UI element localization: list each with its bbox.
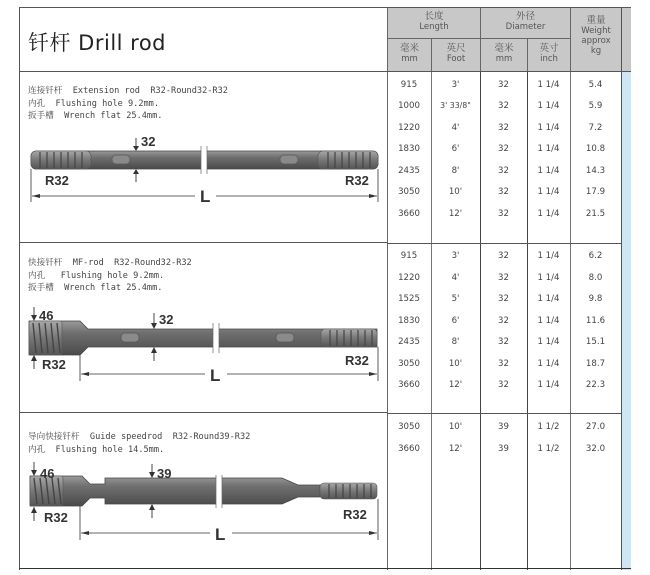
flushing-hole-line: 内孔 Flushing hole 14.5mm. [28, 444, 165, 455]
left-thread-label: R32 [44, 510, 68, 525]
section-divider [387, 243, 621, 244]
header-weight: 重量 Weight approx kg [570, 8, 621, 71]
length-label: L [215, 525, 226, 544]
extension-rod-diagram [20, 72, 388, 243]
flushing-hole-line: 内孔 Flushing hole 9.2mm. [28, 98, 160, 109]
diameter-label: 39 [157, 466, 172, 481]
header-length-mm: 毫米 mm [387, 39, 431, 71]
table-header [387, 7, 621, 72]
product-name-line: 导向快接钎杆 Guide speedrod R32-Round39-R32 [28, 432, 251, 442]
coupling-label: 46 [40, 466, 55, 481]
header-diameter: 外径 Diameter [480, 8, 570, 39]
right-thread-label: R32 [343, 507, 367, 522]
table-bottom-border [19, 568, 631, 569]
diameter-label: 32 [159, 312, 174, 327]
section-extension-rod [19, 72, 387, 243]
page-title: 钎杆 Drill rod [28, 31, 167, 55]
section-mf-rod [19, 243, 387, 413]
mf-rod-diagram [20, 243, 388, 413]
section-guide-speedrod [19, 413, 387, 570]
diameter-label: 32 [141, 134, 156, 149]
length-label: L [210, 366, 221, 385]
right-thread-label: R32 [345, 353, 369, 368]
drill-rod-spec-sheet: 钎杆 Drill rod 长度 Length 外径 Diameter 重量 Weight approx kg 毫米 mm 英尺 Foot 毫米 mm 英寸 inch 连接钎杆 Extension rod R32-Round32-R32 内孔 Flushing hole 9.2mm. 扳手槽 Wrench flat 25.4mm. 32 R32 R32 L 快接钎杆 MF-rod R32-Round32-R32 内孔 Flushing hole 9.2mm. 扳手槽 Wrench flat 25.4mm. 46 R32 32 R32 L 导向快接钎杆 Guide speedrod R32-Round39-R32 内孔 Flushing hole 14.5mm. 46 R32 39 R32 L 915 3' 32 1 1/4 5.4 1000 3' 33/8" 32 1 1/4 5.9 1220 4' 32 1 1/4 7.2 1830 6' 32 1 1/4 10.8 2435 8' 32 1 1/4 14.3 3050 10' 32 1 1/4 17.9 3660 12' 32 1 1/4 21.5 915 3' 32 1 1/4 6.2 1220 4' 32 1 1/4 8.0 1525 5' 32 1 1/4 9.8 1830 6' 32 1 1/4 11.6 2435 8' 32 1 1/4 15.1 3050 10' 32 1 1/4 18.7 3660 12' 32 1 1/4 22.3 3050 10' 39 1 1/2 27.0 3660 12' 39 1 1/2 32.0 [19, 7, 631, 570]
header-length: 长度 Length [387, 8, 480, 39]
coupling-label: 46 [39, 308, 54, 323]
header-side-strip [621, 7, 631, 72]
header-length-foot: 英尺 Foot [431, 39, 480, 71]
title-cell [19, 7, 387, 72]
left-thread-label: R32 [42, 357, 66, 372]
left-thread-label: R32 [45, 173, 69, 188]
product-name-line: 快接钎杆 MF-rod R32-Round32-R32 [28, 258, 192, 268]
header-diameter-inch: 英寸 inch [527, 39, 570, 71]
section-divider [387, 413, 621, 414]
length-label: L [200, 187, 211, 206]
flushing-hole-line: 内孔 Flushing hole 9.2mm. [28, 270, 165, 281]
right-thread-label: R32 [345, 173, 369, 188]
wrench-flat-line: 扳手槽 Wrench flat 25.4mm. [28, 111, 163, 121]
guide-speedrod-diagram [20, 413, 388, 570]
side-strip [621, 72, 631, 570]
spec-table [387, 7, 621, 570]
header-diameter-mm: 毫米 mm [480, 39, 527, 71]
product-name-line: 连接钎杆 Extension rod R32-Round32-R32 [28, 86, 228, 96]
wrench-flat-line: 扳手槽 Wrench flat 25.4mm. [28, 283, 163, 293]
